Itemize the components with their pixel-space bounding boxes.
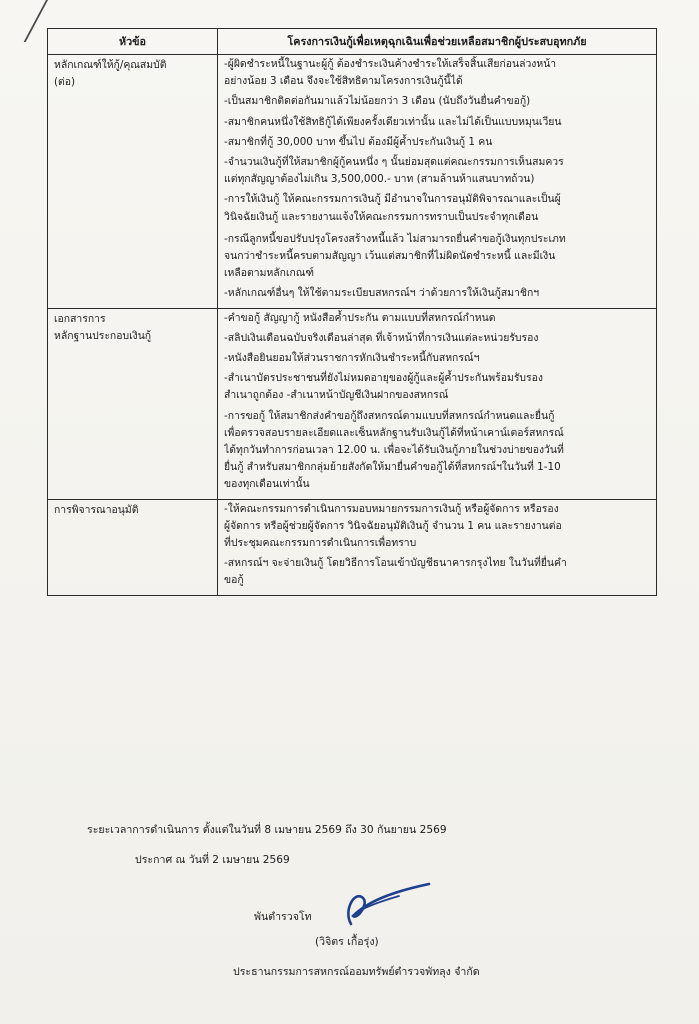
text-line: วินิจฉัยเงินกู้ และรายงานแจ้งให้คณะกรรมการทราบเป็นประจำทุกเดือน (224, 210, 539, 223)
content-cell (218, 308, 657, 499)
text-line: -ให้คณะกรรมการดำเนินการมอบหมายกรรมการเงินกู้ หรือผู้จัดการ หรือรอง (224, 502, 559, 515)
text-line: -เป็นสมาชิกติดต่อกันมาแล้วไม่น้อยกว่า 3 เดือน (นับถึงวันยื่นคำขอกู้) (224, 95, 531, 108)
text-line: ที่ประชุมคณะกรรมการดำเนินการเพื่อทราบ (224, 537, 417, 550)
loan-project-table (47, 28, 657, 596)
document-item (224, 370, 652, 404)
topic-line: เอกสารการ (54, 312, 106, 325)
text-line: ยื่นกู้ สำหรับสมาชิกกลุ่มย้ายสังกัดให้มายื่นคำขอกู้ได้ที่สหกรณ์ฯในวันที่ 1-10 (224, 461, 561, 474)
text-line: เหลือตามหลักเกณฑ์ (224, 267, 315, 280)
text-line: ได้ทุกวันทำการก่อนเวลา 12.00 น. เพื่อจะได้รับเงินกู้ภายในช่วงบ่ายของวันที่ (224, 444, 564, 457)
criteria-item (224, 285, 652, 302)
text-line: ผู้จัดการ หรือผู้ช่วยผู้จัดการ วินิจฉัยอนุมัติเงินกู้ จำนวน 1 คน และรายงานต่อ (224, 519, 562, 532)
topic-cell (48, 499, 218, 595)
approval-item (224, 555, 652, 589)
criteria-item (224, 93, 652, 110)
content-cell (218, 499, 657, 595)
document-item (224, 408, 652, 494)
topic-cell (48, 308, 218, 499)
text-line: -สมาชิกคนหนึ่งใช้สิทธิกู้ได้เพียงครั้งเดียวเท่านั้น และไม่ได้เป็นแบบหมุนเวียน (224, 115, 562, 128)
text-line: -จำนวนเงินกู้ที่ให้สมาชิกผู้กู้คนหนึ่ง ๆ นั้นย่อมสุดแต่คณะกรรมการเห็นสมควร (224, 156, 564, 169)
text-line: -คำขอกู้ สัญญากู้ หนังสือค้ำประกัน ตามแบบที่สหกรณ์กำหนด (224, 311, 496, 324)
document-item (224, 350, 652, 367)
signer-rank: พันตำรวจโท (254, 911, 312, 923)
text-line: อย่างน้อย 3 เดือน จึงจะใช้สิทธิตามโครงการเงินกู้นี้ได้ (224, 75, 463, 88)
topic-cell (48, 55, 218, 309)
text-line: -สลิปเงินเดือนฉบับจริงเดือนล่าสุด ที่เจ้าหน้าที่การเงินแต่ละหน่วยรับรอง (224, 331, 539, 344)
text-line: เพื่อตรวจสอบรายละเอียดและเซ็นหลักฐานรับเงินกู้ได้ที่หน้าเคาน์เตอร์สหกรณ์ (224, 426, 564, 439)
criteria-item (224, 154, 652, 188)
text-line: จนกว่าชำระหนี้ครบตามสัญญา เว้นแต่สมาชิกที่ไม่ผิดนัดชำระหนี้ และมีเงิน (224, 250, 556, 263)
text-line: ของทุกเดือนเท่านั้น (224, 478, 310, 491)
header-project: โครงการเงินกู้เพื่อเหตุฉุกเฉินเพื่อช่วยเหลือสมาชิกผู้ประสบอุทกภัย (218, 29, 657, 55)
text-line: -การให้เงินกู้ ให้คณะกรรมการเงินกู้ มีอำนาจในการอนุมัติพิจารณาและเป็นผู้ (224, 193, 561, 206)
text-line: แต่ทุกสัญญาต้องไม่เกิน 3,500,000.- บาท (สามล้านห้าแสนบาทถ้วน) (224, 173, 535, 186)
topic-line: การพิจารณาอนุมัติ (54, 503, 139, 516)
header-topic: หัวข้อ (48, 29, 218, 55)
page-fold-edge (0, 0, 48, 42)
topic-line: (ต่อ) (54, 76, 76, 89)
text-line: -ผู้ผิดชำระหนี้ในฐานะผู้กู้ ต้องชำระเงินค้างชำระให้เสร็จสิ้นเสียก่อนล่วงหน้า (224, 58, 557, 70)
topic-line: หลักฐานประกอบเงินกู้ (54, 329, 152, 342)
content-cell (218, 55, 657, 309)
text-line: -การขอกู้ ให้สมาชิกส่งคำขอกู้ถึงสหกรณ์ตามแบบที่สหกรณ์กำหนดและยื่นกู้ (224, 409, 555, 422)
signer-position: ประธานกรรมการสหกรณ์ออมทรัพย์ตำรวจพัทลุง จำกัด (233, 966, 480, 978)
criteria-item (224, 191, 652, 225)
table-row-documents (48, 308, 657, 499)
table-header-row (48, 29, 657, 55)
text-line: -สหกรณ์ฯ จะจ่ายเงินกู้ โดยวิธีการโอนเข้าบัญชีธนาคารกรุงไทย ในวันที่ยื่นคำ (224, 557, 567, 570)
text-line: ขอกู้ (224, 574, 244, 587)
table-row-approval (48, 499, 657, 595)
text-line: -สำเนาบัตรประชาชนที่ยังไม่หมดอายุของผู้กู้และผู้ค้ำประกันพร้อมรับรอง (224, 372, 543, 385)
table-row-criteria (48, 55, 657, 309)
text-line: สำเนาถูกต้อง -สำเนาหน้าบัญชีเงินฝากของสหกรณ์ (224, 389, 449, 402)
criteria-item (224, 56, 652, 90)
criteria-item (224, 231, 652, 283)
announcement-date: ประกาศ ณ วันที่ 2 เมษายน 2569 (135, 854, 290, 866)
topic-line: หลักเกณฑ์ให้กู้/คุณสมบัติ (54, 59, 167, 71)
criteria-item (224, 114, 652, 131)
criteria-item (224, 134, 652, 151)
signer-name: (วิจิตร เกื้อรุ่ง) (315, 936, 379, 948)
text-line: -สมาชิกที่กู้ 30,000 บาท ขึ้นไป ต้องมีผู้ค้ำประกันเงินกู้ 1 คน (224, 135, 493, 148)
approval-item (224, 501, 652, 553)
text-line: -กรณีลูกหนี้ขอปรับปรุงโครงสร้างหนี้แล้ว ไม่สามารถยื่นคำขอกู้เงินทุกประเภท (224, 232, 566, 245)
document-item (224, 310, 652, 327)
operation-period: ระยะเวลาการดำเนินการ ตั้งแต่ในวันที่ 8 เมษายน 2569 ถึง 30 กันยายน 2569 (87, 824, 447, 836)
text-line: -หลักเกณฑ์อื่นๆ ให้ใช้ตามระเบียบสหกรณ์ฯ ว่าด้วยการให้เงินกู้สมาชิกฯ (224, 287, 540, 300)
document-item (224, 330, 652, 347)
text-line: -หนังสือยินยอมให้ส่วนราชการหักเงินชำระหนี้กับสหกรณ์ฯ (224, 352, 480, 365)
